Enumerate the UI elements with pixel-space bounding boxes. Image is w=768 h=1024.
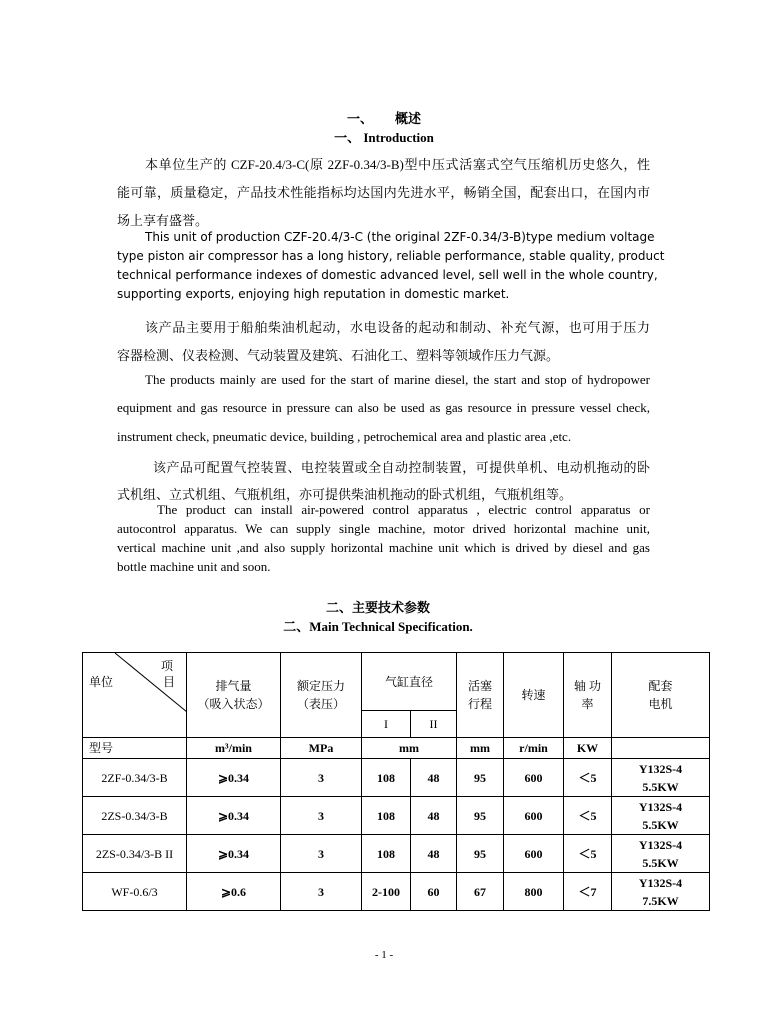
cell-motor (612, 835, 710, 873)
cell-power: ＜5 (564, 797, 612, 835)
para1-en-line: type piston air compressor has a long history, reliable performance, stable quality, product (117, 249, 665, 263)
motor-model: Y132S-4 (638, 761, 683, 776)
cell-speed: 800 (504, 873, 564, 911)
cell-speed: 600 (504, 835, 564, 873)
unit-pressure: MPa (281, 738, 362, 759)
motor-power: 5.5KW (642, 817, 679, 832)
header-text: 电机 (648, 697, 673, 711)
para3-en-line: vertical machine unit ,and also supply horizontal machine unit which is drived by diesel and gas (117, 540, 650, 555)
cell-model: 2ZS-0.34/3-B II (83, 835, 187, 873)
header-cyl-2: II (411, 711, 457, 738)
cell-power: ＜5 (564, 759, 612, 797)
cell-exhaust: ⩾0.6 (187, 873, 281, 911)
para1-en-line: This unit of production CZF-20.4/3-C (the original 2ZF-0.34/3-B)type medium voltage (145, 230, 655, 244)
header-motor (612, 653, 710, 738)
para1-cn-line: 能可靠，质量稳定，产品技术性能指标均达国内先进水平，畅销全国，配套出口，在国内市 (117, 185, 650, 200)
para3-cn-line: 式机组、立式机组、气瓶机组，亦可提供柴油机拖动的卧式机组，气瓶机组等。 (117, 487, 573, 502)
para2-en-line: equipment and gas resource in pressure can also be used as gas resource in pressure vessel check, (117, 400, 650, 415)
cell-speed: 600 (504, 797, 564, 835)
header-power (564, 653, 612, 738)
cell-pressure: 3 (281, 835, 362, 873)
section-number: 一、 (346, 111, 373, 126)
header-exhaust (187, 653, 281, 738)
header-cylinder: 气缸直径 (362, 653, 457, 711)
para3-en-line: bottle machine unit and soon. (117, 559, 271, 574)
para2-en-line: The products mainly are used for the start of marine diesel, the start and stop of hydropower (145, 372, 650, 387)
spec-table (82, 652, 710, 911)
header-text: 行程 (468, 697, 493, 711)
header-text: 配套 (648, 679, 673, 693)
header-text: 额定压力 (296, 679, 345, 693)
unit-exhaust: m³/min (187, 738, 281, 759)
cell-power: ＜7 (564, 873, 612, 911)
corner-cell (83, 653, 187, 738)
unit-motor (612, 738, 710, 759)
table-row (83, 759, 710, 797)
section-number: 一、 (334, 130, 361, 145)
para2-cn-line: 容器检测、仪表检测、气动装置及建筑、石油化工、塑料等领域作压力气源。 (117, 348, 560, 363)
cell-power: ＜5 (564, 835, 612, 873)
para3-en-line: autocontrol apparatus. We can supply single machine, motor drived horizontal machine unit, (117, 521, 650, 536)
table-units-row (83, 738, 710, 759)
cell-cyl1: 108 (362, 759, 411, 797)
para3-cn-line: 该产品可配置气控装置、电控装置或全自动控制装置，可提供单机、电动机拖动的卧 (153, 460, 650, 475)
header-text: （吸入状态） (197, 697, 270, 711)
cell-cyl1: 108 (362, 835, 411, 873)
para2-en-line: instrument check, pneumatic device, building , petrochemical area and plastic area ,etc. (117, 429, 572, 444)
unit-stroke: mm (457, 738, 504, 759)
cell-model: 2ZS-0.34/3-B (83, 797, 187, 835)
cell-motor (612, 797, 710, 835)
header-text: 活塞 (468, 679, 493, 693)
cell-cyl2: 48 (411, 759, 457, 797)
cell-exhaust: ⩾0.34 (187, 797, 281, 835)
header-text: 率 (581, 697, 594, 711)
cell-model: WF-0.6/3 (83, 873, 187, 911)
cell-stroke: 95 (457, 759, 504, 797)
motor-model: Y132S-4 (638, 799, 683, 814)
cell-stroke: 67 (457, 873, 504, 911)
unit-power: KW (564, 738, 612, 759)
corner-item-a: 项 (161, 659, 174, 673)
unit-cylinder: mm (362, 738, 457, 759)
header-speed: 转速 (504, 653, 564, 738)
header-text: 排气量 (215, 679, 252, 693)
cell-cyl2: 48 (411, 797, 457, 835)
cell-pressure: 3 (281, 797, 362, 835)
table-row (83, 873, 710, 911)
motor-power: 5.5KW (642, 855, 679, 870)
page-number: - 1 - (374, 949, 394, 961)
cell-speed: 600 (504, 759, 564, 797)
cell-pressure: 3 (281, 873, 362, 911)
header-stroke (457, 653, 504, 738)
para1-en-line: technical performance indexes of domestic advanced level, sell well in the whole country, (117, 268, 658, 282)
para1-en-line: supporting exports, enjoying high reputation in domestic market. (117, 287, 510, 301)
cell-model: 2ZF-0.34/3-B (83, 759, 187, 797)
cell-stroke: 95 (457, 835, 504, 873)
section-title: Introduction (363, 130, 434, 145)
section1-title-en (0, 127, 768, 146)
section2-title-en: 二、Main Technical Specification. (283, 619, 473, 634)
corner-item-b: 目 (163, 675, 176, 689)
cell-cyl1: 2-100 (362, 873, 411, 911)
header-pressure (281, 653, 362, 738)
cell-pressure: 3 (281, 759, 362, 797)
header-text: （表压） (296, 697, 345, 711)
header-text: 轴 功 (574, 679, 602, 693)
cell-exhaust: ⩾0.34 (187, 759, 281, 797)
section-title: 概述 (395, 111, 422, 126)
unit-speed: r/min (504, 738, 564, 759)
corner-model: 型号 (83, 738, 187, 759)
para3-en-line: The product can install air-powered control apparatus , electric control apparatus or (157, 502, 650, 517)
motor-power: 7.5KW (642, 893, 679, 908)
motor-power: 5.5KW (642, 779, 679, 794)
cell-cyl2: 60 (411, 873, 457, 911)
motor-model: Y132S-4 (638, 837, 683, 852)
section2-title-cn: 二、主要技术参数 (325, 600, 430, 615)
para1-cn-line: 本单位生产的 CZF-20.4/3-C(原 2ZF-0.34/3-B)型中压式活塞式空气压缩机历史悠久，性 (145, 157, 650, 172)
para1-cn-line: 场上享有盛誉。 (117, 213, 209, 228)
cell-motor (612, 873, 710, 911)
table-row (83, 797, 710, 835)
cell-cyl1: 108 (362, 797, 411, 835)
para2-cn-line: 该产品主要用于船舶柴油机起动，水电设备的起动和制动、补充气源，也可用于压力 (145, 320, 650, 335)
table-header-row (83, 653, 710, 711)
table-row (83, 835, 710, 873)
motor-model: Y132S-4 (638, 875, 683, 890)
cell-cyl2: 48 (411, 835, 457, 873)
cell-motor (612, 759, 710, 797)
header-cyl-1: I (362, 711, 411, 738)
cell-stroke: 95 (457, 797, 504, 835)
cell-exhaust: ⩾0.34 (187, 835, 281, 873)
corner-unit: 单位 (89, 675, 114, 689)
section1-title-cn (0, 108, 768, 127)
